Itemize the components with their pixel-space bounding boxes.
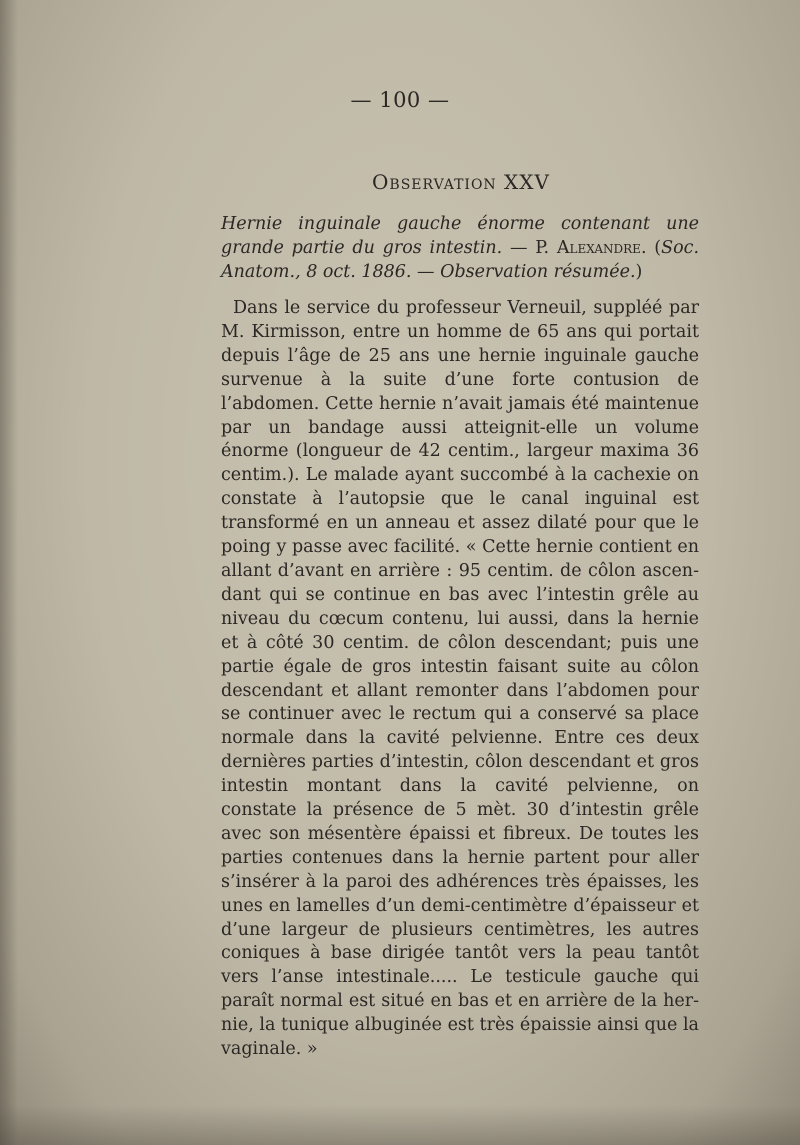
page-bottom-shadow [0, 1105, 800, 1145]
summary-paren-open: ( [646, 238, 662, 258]
summary-paren-close: ) [635, 262, 643, 282]
observation-summary [221, 212, 699, 284]
summary-source: Soc. Anatom., 8 oct. 1886. — Observation résumée. [221, 238, 700, 282]
summary-heading-text: Hernie inguinale gauche énorme contenant une grande partie du gros intestin. — [221, 214, 699, 258]
observation-title: Observation XXV [372, 170, 550, 194]
summary-author: P. Alexandre. [535, 238, 647, 258]
page-number: — 100 — [350, 88, 450, 112]
body-paragraph: Dans le service du professeur Verneuil, suppléé par M. Kirmisson, entre un homme de 65 ans qui portait depuis l’âge de 25 ans une hernie inguinale gauche survenue à la suite d’une forte contusion de l’abdomen. Cette hernie n’avait jamais été maintenue par un bandage aussi atteignit-elle un volume énorme (longueur de 42 centim., largeur maxima 36 centim.). Le malade ayant succombé à la cachexie on constate à l’autopsie que le canal inguinal est transformé en un anneau et assez dilaté pour que le poing y passe avec facilité. « Cette hernie contient en allant d’avant en arrière : 95 centim. de côlon ascendant qui se continue en bas avec l’intestin grêle au niveau du cœcum contenu, lui aussi, dans la hernie et à côté 30 centim. de côlon descendant; puis une partie égale de gros intestin faisant suite au côlon descendant et allant remonter dans l’abdomen pour se continuer avec le rectum qui a conservé sa place normale dans la cavité pelvienne. Entre ces deux dernières parties d’intestin, côlon descendant et gros intestin montant dans la cavité pelvienne, on constate la présence de 5 mèt. 30 d’intestin grêle avec son mésentère épaissi et fibreux. De toutes les parties contenues dans la hernie partent pour aller s’insérer à la paroi des adhérences très épaisses, les unes en lamelles d’un demi-centimètre d’épaisseur et d’une largeur de plusieurs centimètres, les autres coniques à base dirigée tantôt vers la peau tantôt vers l’anse intestinale..... Le testicule gauche qui paraît normal est situé en bas et en arrière de la hernie, la tunique albuginée est très épaissie ainsi que la vaginale. » [221, 298, 699, 1060]
observation-body [221, 297, 699, 1062]
